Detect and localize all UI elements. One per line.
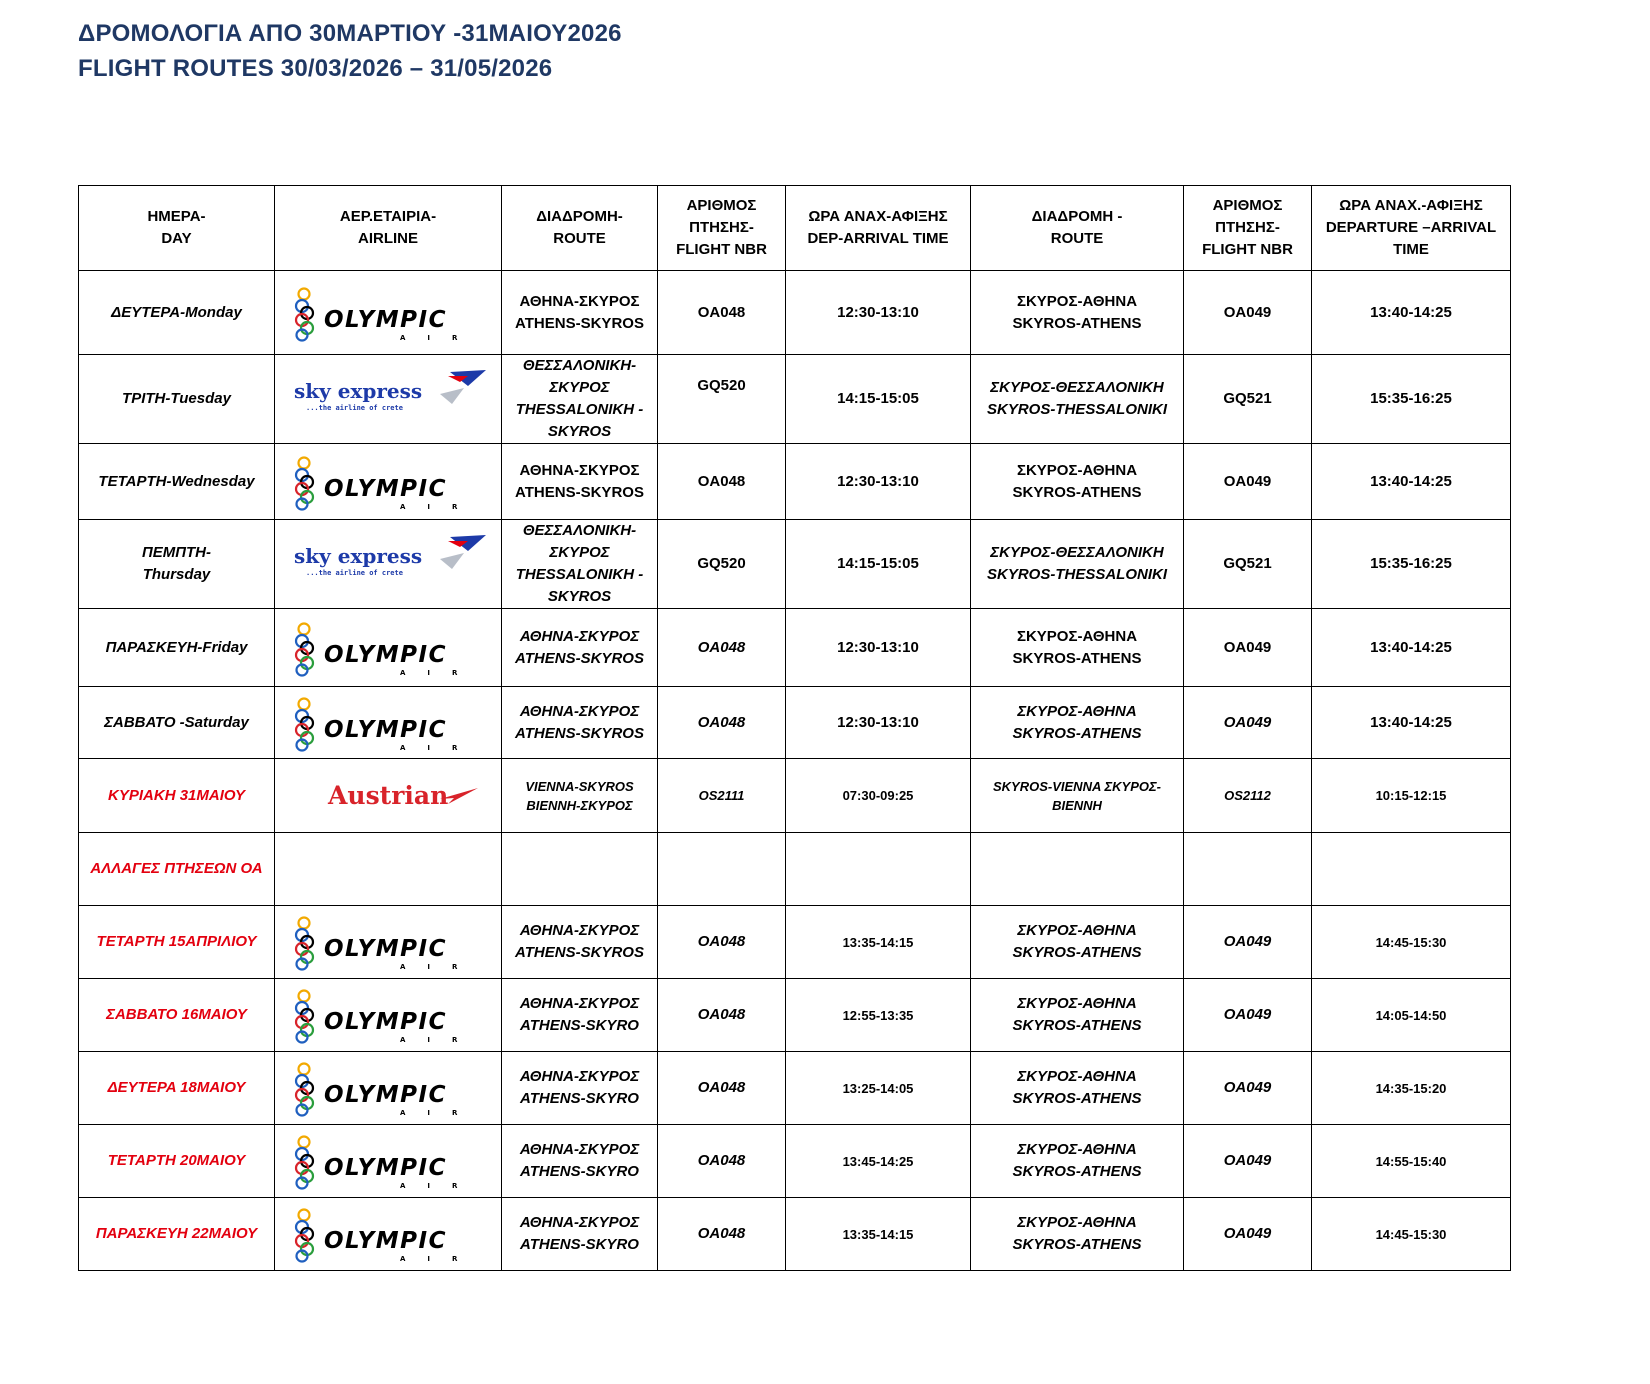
time-return-cell: 14:55-15:40: [1312, 1125, 1511, 1198]
time-return-cell: 13:40-14:25: [1312, 271, 1511, 355]
table-row: [79, 1052, 1511, 1125]
route-out-cell: ΑΘΗΝΑ-ΣΚΥΡΟΣ ATHENS-SKYRO: [502, 1052, 658, 1125]
table-row: [79, 1125, 1511, 1198]
airline-cell: [275, 271, 502, 355]
airline-cell: [275, 444, 502, 520]
flight-return-cell: OA049: [1184, 979, 1312, 1052]
time-return-cell: 13:40-14:25: [1312, 687, 1511, 759]
time-out-cell: [786, 833, 971, 906]
route-return-cell: ΣΚΥΡΟΣ-ΘΕΣΣΑΛΟΝΙΚΗ SKYROS-THESSALONIKI: [971, 355, 1184, 444]
olympic-air-logo: [288, 1130, 488, 1192]
title-english: FLIGHT ROUTES 30/03/2026 – 31/05/2026: [78, 55, 553, 82]
flight-return-cell: GQ521: [1184, 355, 1312, 444]
flight-out-cell: [658, 833, 786, 906]
time-out-cell: 12:30-13:10: [786, 687, 971, 759]
flight-out-cell: OS2111: [658, 759, 786, 833]
airline-cell: [275, 1052, 502, 1125]
time-out-cell: 07:30-09:25: [786, 759, 971, 833]
time-return-cell: 13:40-14:25: [1312, 444, 1511, 520]
flight-return-cell: GQ521: [1184, 520, 1312, 609]
route-return-cell: ΣΚΥΡΟΣ-ΑΘΗΝΑ SKYROS-ATHENS: [971, 687, 1184, 759]
time-return-cell: 15:35-16:25: [1312, 355, 1511, 444]
austrian-logo: [288, 776, 488, 816]
time-return-cell: 15:35-16:25: [1312, 520, 1511, 609]
flight-out-cell: OA048: [658, 906, 786, 979]
table-row: [79, 906, 1511, 979]
route-return-cell: ΣΚΥΡΟΣ-ΑΘΗΝΑ SKYROS-ATHENS: [971, 906, 1184, 979]
flight-out-cell: OA048: [658, 444, 786, 520]
table-row: [79, 979, 1511, 1052]
table-row: [79, 444, 1511, 520]
airline-cell: [275, 906, 502, 979]
time-out-cell: 12:55-13:35: [786, 979, 971, 1052]
olympic-air-logo: [288, 451, 488, 513]
day-cell: ΣΑΒΒΑΤΟ 16ΜΑΙΟΥ: [79, 979, 275, 1052]
time-return-cell: 13:40-14:25: [1312, 609, 1511, 687]
day-cell: ΤΡΙΤΗ-Tuesday: [79, 355, 275, 444]
flight-out-cell: OA048: [658, 609, 786, 687]
airline-cell: [275, 833, 502, 906]
route-return-cell: ΣΚΥΡΟΣ-ΑΘΗΝΑ SKYROS-ATHENS: [971, 1052, 1184, 1125]
table-row: [79, 833, 1511, 906]
table-row: [79, 687, 1511, 759]
day-cell: ΤΕΤΑΡΤΗ 15ΑΠΡΙΛΙΟΥ: [79, 906, 275, 979]
route-return-cell: [971, 833, 1184, 906]
time-out-cell: 14:15-15:05: [786, 355, 971, 444]
time-out-cell: 13:35-14:15: [786, 906, 971, 979]
header-airline: ΑΕΡ.ΕΤΑΙΡΙΑ- AIRLINE: [275, 186, 502, 271]
olympic-air-logo: [288, 282, 488, 344]
airline-cell: [275, 609, 502, 687]
olympic-air-logo: [288, 617, 488, 679]
route-out-cell: [502, 833, 658, 906]
flight-return-cell: OA049: [1184, 444, 1312, 520]
day-cell: ΠΑΡΑΣΚΕΥΗ 22ΜΑΙΟΥ: [79, 1198, 275, 1271]
table-row: [79, 1198, 1511, 1271]
time-out-cell: 12:30-13:10: [786, 444, 971, 520]
route-return-cell: ΣΚΥΡΟΣ-ΑΘΗΝΑ SKYROS-ATHENS: [971, 271, 1184, 355]
flight-out-cell: OA048: [658, 271, 786, 355]
title-greek: ΔΡΟΜΟΛΟΓΙΑ ΑΠΟ 30ΜΑΡΤΙΟΥ -31ΜΑΙΟΥ2026: [78, 20, 622, 47]
time-return-cell: 14:35-15:20: [1312, 1052, 1511, 1125]
flight-return-cell: [1184, 833, 1312, 906]
flight-out-cell: GQ520: [658, 355, 786, 444]
header-route-out: ΔΙΑΔΡΟΜΗ- ROUTE: [502, 186, 658, 271]
route-return-cell: SKYROS-VIENNA ΣΚΥΡΟΣ- ΒΙΕΝΝΗ: [971, 759, 1184, 833]
flight-out-cell: GQ520: [658, 520, 786, 609]
flight-return-cell: OA049: [1184, 1125, 1312, 1198]
flight-return-cell: OA049: [1184, 687, 1312, 759]
airline-cell: [275, 687, 502, 759]
flight-schedule-table: [78, 185, 1511, 1271]
time-out-cell: 13:35-14:15: [786, 1198, 971, 1271]
time-return-cell: 14:05-14:50: [1312, 979, 1511, 1052]
flight-out-cell: OA048: [658, 1052, 786, 1125]
olympic-air-logo: [288, 911, 488, 973]
flight-out-cell: OA048: [658, 1125, 786, 1198]
time-return-cell: 14:45-15:30: [1312, 906, 1511, 979]
route-return-cell: ΣΚΥΡΟΣ-ΘΕΣΣΑΛΟΝΙΚΗ SKYROS-THESSALONIKI: [971, 520, 1184, 609]
route-out-cell: ΑΘΗΝΑ-ΣΚΥΡΟΣ ATHENS-SKYROS: [502, 444, 658, 520]
airline-cell: [275, 520, 502, 609]
day-cell: ΠΕΜΠΤΗ- Thursday: [79, 520, 275, 609]
time-out-cell: 13:45-14:25: [786, 1125, 971, 1198]
day-cell: ΣΑΒΒΑΤΟ -Saturday: [79, 687, 275, 759]
time-out-cell: 14:15-15:05: [786, 520, 971, 609]
header-time-return: ΩΡΑ ΑΝΑΧ.-ΑΦΙΞΗΣ DEPARTURE –ARRIVAL TIME: [1312, 186, 1511, 271]
route-out-cell: ΑΘΗΝΑ-ΣΚΥΡΟΣ ATHENS-SKYROS: [502, 906, 658, 979]
airline-cell: [275, 1125, 502, 1198]
flight-return-cell: OS2112: [1184, 759, 1312, 833]
olympic-air-logo: [288, 1057, 488, 1119]
table-row: [79, 271, 1511, 355]
airline-cell: [275, 1198, 502, 1271]
route-return-cell: ΣΚΥΡΟΣ-ΑΘΗΝΑ SKYROS-ATHENS: [971, 979, 1184, 1052]
time-return-cell: 10:15-12:15: [1312, 759, 1511, 833]
day-cell: ΤΕΤΑΡΤΗ 20ΜΑΙΟΥ: [79, 1125, 275, 1198]
route-out-cell: ΘΕΣΣΑΛΟΝΙΚΗ- ΣΚΥΡΟΣ THESSALONIKH - SKYROS: [502, 355, 658, 444]
header-row: [79, 186, 1511, 271]
time-return-cell: 14:45-15:30: [1312, 1198, 1511, 1271]
route-out-cell: VIENNA-SKYROS ΒΙΕΝΝΗ-ΣΚΥΡΟΣ: [502, 759, 658, 833]
day-cell: ΚΥΡΙΑΚΗ 31ΜΑΙΟΥ: [79, 759, 275, 833]
day-cell: ΤΕΤΑΡΤΗ-Wednesday: [79, 444, 275, 520]
olympic-air-logo: [288, 1203, 488, 1265]
flight-return-cell: OA049: [1184, 906, 1312, 979]
header-flight-return: ΑΡΙΘΜΟΣ ΠΤΗΣΗΣ- FLIGHT NBR: [1184, 186, 1312, 271]
route-out-cell: ΘΕΣΣΑΛΟΝΙΚΗ- ΣΚΥΡΟΣ THESSALONIKH - SKYROS: [502, 520, 658, 609]
time-out-cell: 13:25-14:05: [786, 1052, 971, 1125]
route-out-cell: ΑΘΗΝΑ-ΣΚΥΡΟΣ ATHENS-SKYROS: [502, 271, 658, 355]
flight-return-cell: OA049: [1184, 271, 1312, 355]
header-route-return: ΔΙΑΔΡΟΜΗ - ROUTE: [971, 186, 1184, 271]
flight-out-cell: OA048: [658, 687, 786, 759]
table-row: [79, 759, 1511, 833]
airline-cell: [275, 355, 502, 444]
time-return-cell: [1312, 833, 1511, 906]
route-out-cell: ΑΘΗΝΑ-ΣΚΥΡΟΣ ATHENS-SKYROS: [502, 687, 658, 759]
route-out-cell: ΑΘΗΝΑ-ΣΚΥΡΟΣ ATHENS-SKYROS: [502, 609, 658, 687]
route-return-cell: ΣΚΥΡΟΣ-ΑΘΗΝΑ SKYROS-ATHENS: [971, 444, 1184, 520]
day-cell: ΑΛΛΑΓΕΣ ΠΤΗΣΕΩΝ ΟΑ: [79, 833, 275, 906]
header-time-out: ΩΡΑ ΑΝΑΧ-ΑΦΙΞΗΣ DEP-ARRIVAL TIME: [786, 186, 971, 271]
day-cell: ΠΑΡΑΣΚΕΥΗ-Friday: [79, 609, 275, 687]
olympic-air-logo: [288, 692, 488, 754]
flight-return-cell: OA049: [1184, 1198, 1312, 1271]
flight-out-cell: OA048: [658, 979, 786, 1052]
header-flight-out: ΑΡΙΘΜΟΣ ΠΤΗΣΗΣ- FLIGHT NBR: [658, 186, 786, 271]
airline-cell: [275, 979, 502, 1052]
route-out-cell: ΑΘΗΝΑ-ΣΚΥΡΟΣ ATHENS-SKYRO: [502, 1198, 658, 1271]
table-row: [79, 355, 1511, 444]
day-cell: ΔΕΥΤΕΡΑ 18ΜΑΙΟΥ: [79, 1052, 275, 1125]
sky-express-logo: [288, 533, 488, 595]
sky-express-logo: [288, 368, 488, 430]
route-return-cell: ΣΚΥΡΟΣ-ΑΘΗΝΑ SKYROS-ATHENS: [971, 609, 1184, 687]
table-row: [79, 609, 1511, 687]
time-out-cell: 12:30-13:10: [786, 609, 971, 687]
table-row: [79, 520, 1511, 609]
flight-return-cell: OA049: [1184, 609, 1312, 687]
route-return-cell: ΣΚΥΡΟΣ-ΑΘΗΝΑ SKYROS-ATHENS: [971, 1198, 1184, 1271]
flight-return-cell: OA049: [1184, 1052, 1312, 1125]
document-title: [78, 16, 622, 86]
route-out-cell: ΑΘΗΝΑ-ΣΚΥΡΟΣ ATHENS-SKYRO: [502, 1125, 658, 1198]
day-cell: ΔΕΥΤΕΡΑ-Monday: [79, 271, 275, 355]
airline-cell: [275, 759, 502, 833]
time-out-cell: 12:30-13:10: [786, 271, 971, 355]
route-out-cell: ΑΘΗΝΑ-ΣΚΥΡΟΣ ATHENS-SKYRO: [502, 979, 658, 1052]
olympic-air-logo: [288, 984, 488, 1046]
route-return-cell: ΣΚΥΡΟΣ-ΑΘΗΝΑ SKYROS-ATHENS: [971, 1125, 1184, 1198]
header-day: ΗΜΕΡΑ- DAY: [79, 186, 275, 271]
flight-out-cell: OA048: [658, 1198, 786, 1271]
